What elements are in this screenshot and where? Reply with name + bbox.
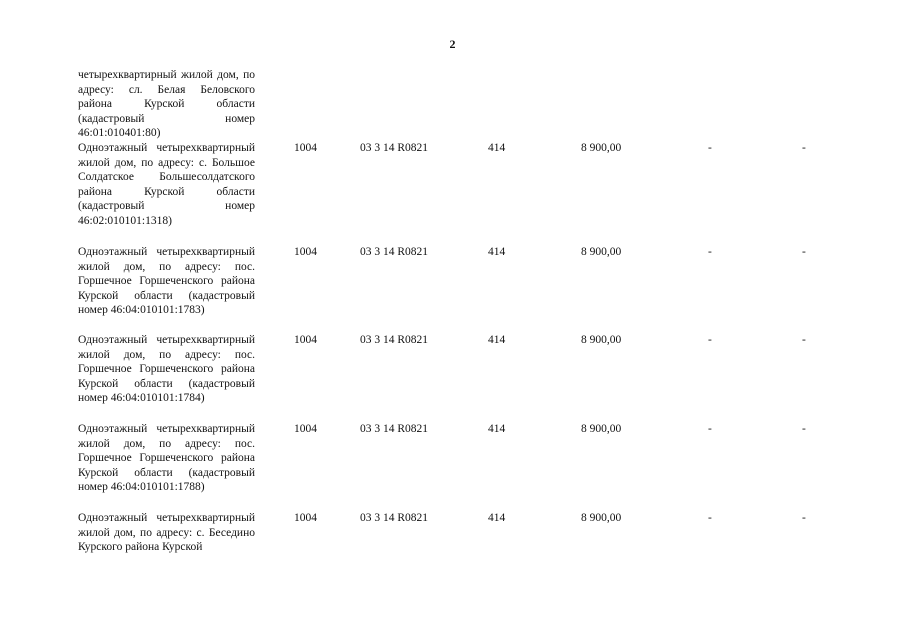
column-6-value: -	[708, 246, 712, 258]
expense-type-code: 414	[488, 512, 506, 524]
object-description: Одноэтажный четырехквартирный жилой дом, по адресу: с. Большое Солдатское Большесолдатского района Курской области (кадастровый номер 46:02:010101:1318)	[78, 142, 255, 227]
column-7-value: -	[802, 246, 806, 258]
amount: 8 900,00	[581, 423, 622, 435]
column-6-value: -	[708, 142, 712, 154]
section-code: 1004	[294, 142, 317, 154]
target-article-code: 03 3 14 R0821	[360, 512, 429, 524]
amount: 8 900,00	[581, 512, 622, 524]
object-description: Одноэтажный четырехквартирный жилой дом, по адресу: пос. Горшечное Горшеченского района Курской области (кадастровый номер 46:04:010101:1784)	[78, 334, 255, 405]
object-description: Одноэтажный четырехквартирный жилой дом, по адресу: пос. Горшечное Горшеченского района Курской области (кадастровый номер 46:04:010101:1788)	[78, 423, 255, 494]
amount: 8 900,00	[581, 246, 622, 258]
column-6-value: -	[708, 423, 712, 435]
expense-type-code: 414	[488, 423, 506, 435]
amount: 8 900,00	[581, 142, 622, 154]
section-code: 1004	[294, 512, 317, 524]
expense-type-code: 414	[488, 142, 506, 154]
section-code: 1004	[294, 246, 317, 258]
column-6-value: -	[708, 334, 712, 346]
section-code: 1004	[294, 334, 317, 346]
object-description: четырехквартирный жилой дом, по адресу: сл. Белая Беловского района Курской области (кадастровый номер 46:01:010401:80)	[78, 69, 255, 140]
object-description: Одноэтажный четырехквартирный жилой дом, по адресу: с. Беседино Курского района Курской	[78, 512, 255, 554]
target-article-code: 03 3 14 R0821	[360, 423, 429, 435]
column-7-value: -	[802, 334, 806, 346]
object-description: Одноэтажный четырехквартирный жилой дом, по адресу: пос. Горшечное Горшеченского района Курской области (кадастровый номер 46:04:010101:1783)	[78, 246, 255, 317]
target-article-code: 03 3 14 R0821	[360, 142, 429, 154]
expense-type-code: 414	[488, 334, 506, 346]
target-article-code: 03 3 14 R0821	[360, 246, 429, 258]
section-code: 1004	[294, 423, 317, 435]
column-7-value: -	[802, 142, 806, 154]
target-article-code: 03 3 14 R0821	[360, 334, 429, 346]
expense-type-code: 414	[488, 246, 506, 258]
column-7-value: -	[802, 423, 806, 435]
column-6-value: -	[708, 512, 712, 524]
column-7-value: -	[802, 512, 806, 524]
amount: 8 900,00	[581, 334, 622, 346]
page-number: 2	[449, 37, 456, 51]
